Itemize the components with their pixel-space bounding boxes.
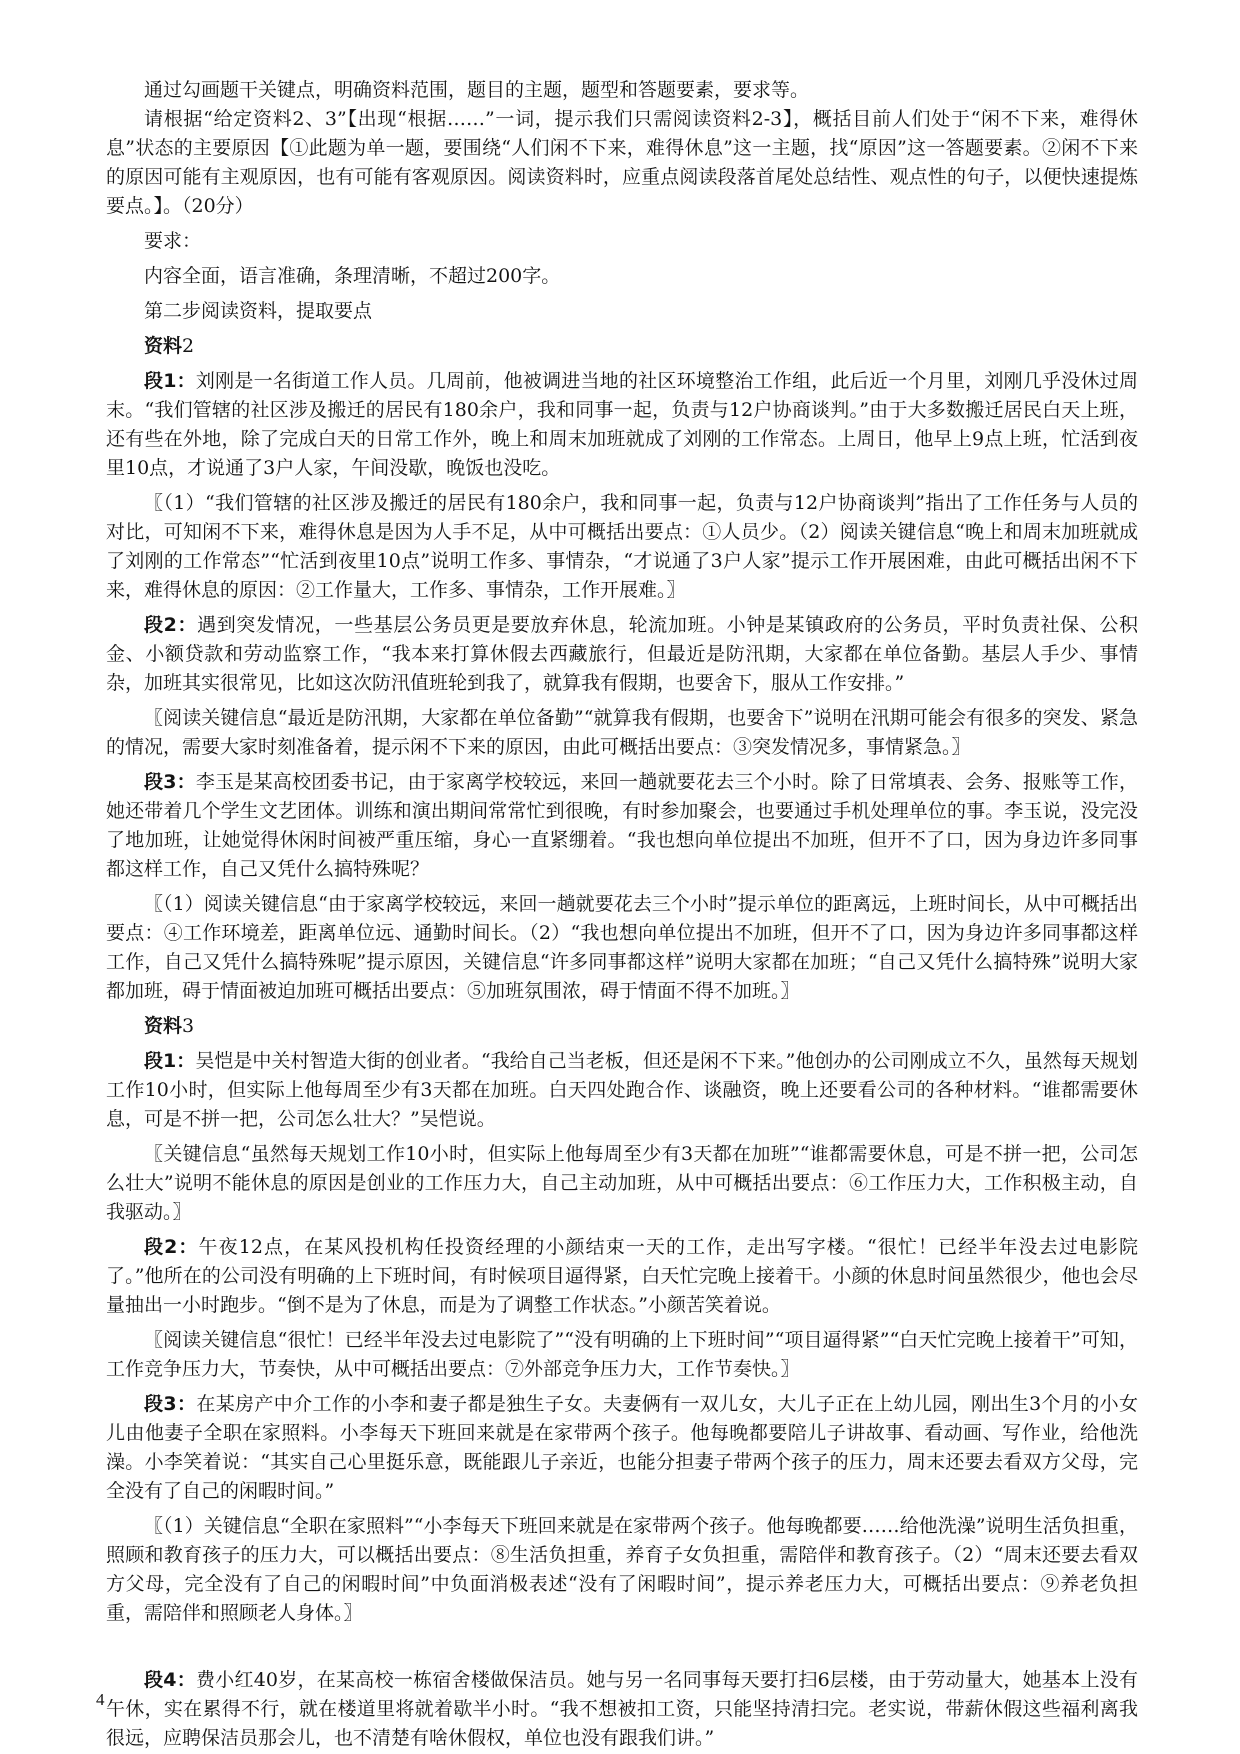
paragraph-label: 段1： [144,1050,196,1072]
material-2-analysis-2: 〖阅读关键信息“最近是防汛期，大家都在单位备勤”“就算我有假期，也要舍下”说明在汛期可能会有很多的突发、紧急的情况，需要大家时刻准备着，提示闲不下来的原因，由此可概括出要点：③突发情况多，事情紧急。〗 [106,707,1138,758]
material-2-title: 资料 [144,335,183,357]
material-2-number: 2 [182,335,195,357]
page-number: 4 [96,1690,105,1709]
paragraph-label: 段1： [144,370,196,392]
material-3-number: 3 [182,1015,195,1037]
paragraph-label: 段3： [144,1393,197,1415]
material-3-paragraph-1 [106,1047,1138,1134]
material-2-analysis-3: 〖（1）阅读关键信息“由于家离学校较远，来回一趟就要花去三个小时”提示单位的距离远，上班时间长，从中可概括出要点：④工作环境差，距离单位远、通勤时间长。（2）“我也想向单位提出不加班，但开不了口，因为身边许多同事都这样工作，自己又凭什么搞特殊呢”提示原因，关键信息“许多同事都这样”说明大家都在加班；“自己又凭什么搞特殊”说明大家都加班，碍于情面被迫加班可概括出要点：⑤加班氛围浓，碍于情面不得不加班。〗 [106,893,1138,1002]
material-2-analysis-1: 〖（1）“我们管辖的社区涉及搬迁的居民有180余户，我和同事一起，负责与12户协商谈判”指出了工作任务与人员的对比，可知闲不下来，难得休息是因为人手不足，从中可概括出要点：①人员少。（2）阅读关键信息“晚上和周末加班就成了刘刚的工作常态”“忙活到夜里10点”说明工作多、事情杂，“才说通了3户人家”提示工作开展困难，由此可概括出闲不下来，难得休息的原因：②工作量大，工作多、事情杂，工作开展难。〗 [106,492,1138,601]
paragraph-text: 费小红40岁，在某高校一栋宿舍楼做保洁员。她与另一名同事每天要打扫6层楼，由于劳动量大，她基本上没有午休，实在累得不行，就在楼道里将就着歇半小时。“我不想被扣工资，只能坚持清扫完。老实说，带薪休假这些福利离我很远，应聘保洁员那会儿，也不清楚有啥休假权，单位也没有跟我们讲。” [106,1669,1138,1749]
material-2-heading [106,332,1138,361]
paragraph-text: 遇到突发情况，一些基层公务员更是要放弃休息，轮流加班。小钟是某镇政府的公务员，平时负责社保、公积金、小额贷款和劳动监察工作，“我本来打算休假去西藏旅行，但最近是防汛期，大家都在单位备勤。基层人手少、事情杂，加班其实很常见，比如这次防汛值班轮到我了，就算我有假期，也要舍下，服从工作安排。” [106,614,1138,694]
material-3-paragraph-4 [106,1666,1138,1753]
intro-line: 通过勾画题干关键点，明确资料范围，题目的主题，题型和答题要素，要求等。 [144,79,810,101]
requirement-text: 内容全面，语言准确，条理清晰，不超过200字。 [144,265,561,287]
document-body [106,76,1138,1753]
material-2-paragraph-1 [106,367,1138,483]
material-2-paragraph-2 [106,611,1138,698]
question-text: 请根据“给定资料2、3”【出现“根据……”一词，提示我们只需阅读资料2-3】，概括目前人们处于“闲不下来，难得休息”状态的主要原因【①此题为单一题，要围绕“人们闲不下来，难得休息”这一主题，找“原因”这一答题要素。②闲不下来的原因可能有主观原因，也有可能有客观原因。阅读资料时，应重点阅读段落首尾处总结性、观点性的句子，以便快速提炼要点。】。（20分） [106,108,1138,217]
paragraph-text: 在某房产中介工作的小李和妻子都是独生子女。夫妻俩有一双儿女，大儿子正在上幼儿园，刚出生3个月的小女儿由他妻子全职在家照料。小李每天下班回来就是在家带两个孩子。他每晚都要陪儿子讲故事、看动画、写作业，给他洗澡。小李笑着说：“其实自己心里挺乐意，既能跟儿子亲近，也能分担妻子带两个孩子的压力，周末还要去看双方父母，完全没有了自己的闲暇时间。” [106,1393,1138,1502]
paragraph-label: 段2： [144,1236,199,1258]
material-3-analysis-3: 〖（1）关键信息“全职在家照料”“小李每天下班回来就是在家带两个孩子。他每晚都要……给他洗澡”说明生活负担重，照顾和教育孩子的压力大，可以概括出要点：⑧生活负担重，养育子女负担重，需陪伴和教育孩子。（2）“周末还要去看双方父母，完全没有了自己的闲暇时间”中负面消极表述“没有了闲暇时间”，提示养老压力大，可概括出要点：⑨养老负担重，需陪伴和照顾老人身体。〗 [106,1515,1138,1624]
material-3-analysis-2: 〖阅读关键信息“很忙！已经半年没去过电影院了”“没有明确的上下班时间”“项目逼得紧”“白天忙完晚上接着干”可知，工作竞争压力大，节奏快，从中可概括出要点：⑦外部竞争压力大，工作节奏快。〗 [106,1329,1138,1380]
material-3-heading [106,1012,1138,1041]
material-3-analysis-1: 〖关键信息“虽然每天规划工作10小时，但实际上他每周至少有3天都在加班”“谁都需要休息，可是不拼一把，公司怎么壮大”说明不能休息的原因是创业的工作压力大，自己主动加班，从中可概括出要点：⑥工作压力大，工作积极主动，自我驱动。〗 [106,1143,1138,1223]
material-2-paragraph-3 [106,768,1138,884]
material-3-paragraph-3 [106,1390,1138,1506]
step-heading: 第二步阅读资料，提取要点 [144,300,373,322]
paragraph-text: 刘刚是一名街道工作人员。几周前，他被调进当地的社区环境整治工作组，此后近一个月里，刘刚几乎没休过周末。“我们管辖的社区涉及搬迁的居民有180余户，我和同事一起，负责与12户协商谈判。”由于大多数搬迁居民白天上班，还有些在外地，除了完成白天的日常工作外，晚上和周末加班就成了刘刚的工作常态。上周日，他早上9点上班，忙活到夜里10点，才说通了3户人家，午间没歇，晚饭也没吃。 [106,370,1138,479]
paragraph-label: 段3： [144,771,196,793]
paragraph-text: 午夜12点，在某风投机构任投资经理的小颜结束一天的工作，走出写字楼。“很忙！已经半年没去过电影院了。”他所在的公司没有明确的上下班时间，有时候项目逼得紧，白天忙完晚上接着干。小颜的休息时间虽然很少，他也会尽量抽出一小时跑步。“倒不是为了休息，而是为了调整工作状态。”小颜苦笑着说。 [106,1236,1138,1316]
material-3-paragraph-2 [106,1233,1138,1320]
requirement-label: 要求： [144,230,202,252]
paragraph-text: 吴恺是中关村智造大街的创业者。“我给自己当老板，但还是闲不下来。”他创办的公司刚成立不久，虽然每天规划工作10小时，但实际上他每周至少有3天都在加班。白天四处跑合作、谈融资，晚上还要看公司的各种材料。“谁都需要休息，可是不拼一把，公司怎么壮大？”吴恺说。 [106,1050,1138,1130]
paragraph-label: 段2： [144,614,198,636]
paragraph-label: 段4： [144,1669,197,1691]
paragraph-text: 李玉是某高校团委书记，由于家离学校较远，来回一趟就要花去三个小时。除了日常填表、会务、报账等工作，她还带着几个学生文艺团体。训练和演出期间常常忙到很晚，有时参加聚会，也要通过手机处理单位的事。李玉说，没完没了地加班，让她觉得休闲时间被严重压缩，身心一直紧绷着。“我也想向单位提出不加班，但开不了口，因为身边许多同事都这样工作，自己又凭什么搞特殊呢？ [106,771,1138,880]
material-3-title: 资料 [144,1015,183,1037]
